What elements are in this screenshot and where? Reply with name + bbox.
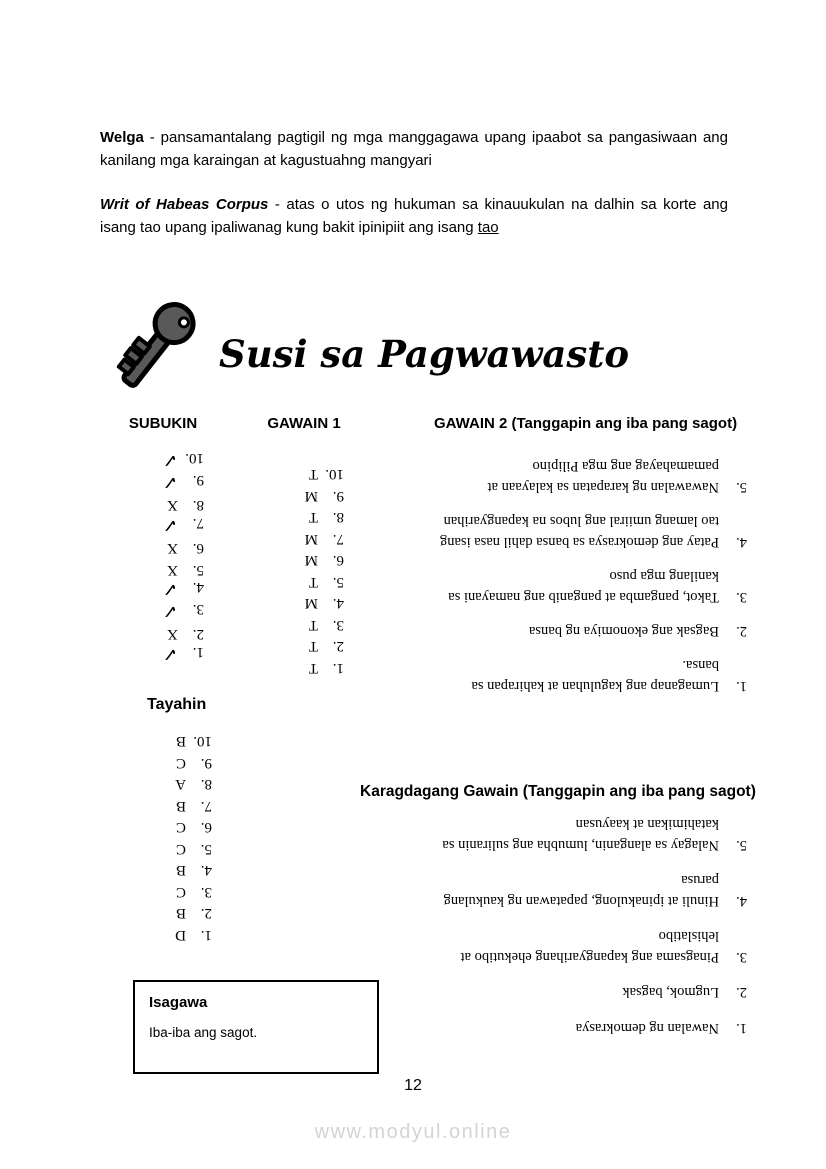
answer-text: Lumaganap ang kaguluhan at kahirapan sa bansa. xyxy=(471,657,719,694)
gawain2-header: GAWAIN 2 (Tanggapin ang iba pang sagot) xyxy=(434,415,738,432)
isagawa-text: Iba-iba ang sagot. xyxy=(149,1025,258,1040)
answer-number: 10. xyxy=(325,466,344,483)
answer-row xyxy=(435,654,747,696)
answer-letter: M xyxy=(304,488,318,504)
answer-row xyxy=(282,590,344,612)
answer-row xyxy=(282,504,344,526)
karagdagang-gawain-header: Karagdagang Gawain (Tanggapin ang iba pang sagot) xyxy=(360,783,756,800)
answer-text: Nawawalan ng karapatan sa kalayaan at pamamahayag ang mga Pilipino xyxy=(487,458,719,495)
answer-text: Lugmok, bagsak xyxy=(622,984,719,1001)
answer-text: Bagsak ang ekonomiya ng bansa xyxy=(528,623,719,639)
answer-row xyxy=(435,926,747,967)
answer-mark: X xyxy=(167,497,178,514)
answer-mark: ✓ xyxy=(162,471,178,493)
answer-letter: C xyxy=(175,755,186,771)
answer-number: 5. xyxy=(736,479,747,495)
answer-row xyxy=(282,655,344,677)
answer-row xyxy=(282,612,344,634)
answer-row xyxy=(122,643,204,665)
answer-row xyxy=(150,728,212,750)
answer-row xyxy=(122,471,204,493)
answer-row xyxy=(122,621,204,643)
answer-mark: ✓ xyxy=(162,600,178,622)
answer-mark: X xyxy=(167,626,178,643)
answer-number: 4. xyxy=(736,893,747,909)
tayahin-header: Tayahin xyxy=(147,696,207,713)
answer-letter: D xyxy=(175,927,186,943)
answer-row xyxy=(282,569,344,591)
page-number: 12 xyxy=(404,1077,422,1094)
answer-row xyxy=(150,900,212,922)
answer-row xyxy=(282,483,344,505)
answer-number: 7. xyxy=(192,515,204,531)
answer-row xyxy=(150,879,212,901)
answer-number: 4. xyxy=(192,579,204,596)
answer-number: 2. xyxy=(200,905,212,922)
subukin-header: SUBUKIN xyxy=(128,415,198,432)
answer-letter: T xyxy=(308,638,318,655)
definition-text: - atas o utos ng hukuman sa kinauukulan na dalhin sa korte ang isang tao upang ipaliwanag kung bakit ipinipiit ang isang xyxy=(100,196,728,236)
answer-row xyxy=(282,526,344,548)
answer-row xyxy=(122,514,204,536)
underlined-word: tao xyxy=(477,219,499,236)
answer-number: 3. xyxy=(736,589,747,605)
answer-letter: M xyxy=(304,531,318,547)
gawain1-answers xyxy=(282,461,344,676)
answer-row xyxy=(150,814,212,836)
answer-number: 6. xyxy=(192,540,204,557)
page-title: Susi sa Pagwawasto xyxy=(219,332,629,376)
answer-number: 1. xyxy=(332,660,344,676)
answer-mark: ✓ xyxy=(162,578,178,601)
answer-text: Nalagay sa alanganin, lumubha ang suliranin sa katahimikan at kaayusan xyxy=(442,816,719,853)
answer-row xyxy=(122,535,204,557)
answer-number: 8. xyxy=(200,776,212,793)
answer-number: 7. xyxy=(332,531,344,547)
isagawa-header: Isagawa xyxy=(149,994,208,1011)
answer-letter: T xyxy=(308,617,318,633)
answer-row xyxy=(435,620,747,641)
answer-number: 3. xyxy=(192,601,204,617)
answer-number: 5. xyxy=(200,841,212,857)
answer-letter: B xyxy=(175,798,186,814)
answer-row xyxy=(282,633,344,655)
answer-row xyxy=(435,814,747,855)
answer-letter: C xyxy=(175,884,186,900)
answer-row xyxy=(122,492,204,514)
answer-row xyxy=(150,793,212,815)
answer-number: 4. xyxy=(332,595,344,612)
answer-letter: T xyxy=(308,509,318,526)
gawain2-answers xyxy=(435,455,747,696)
answer-mark: X xyxy=(167,562,178,578)
answer-text: Patay ang demokrasya sa bansa dahil nasa isang tao lamang umiiral ang lubos na kapangyarihan xyxy=(439,513,719,550)
answer-letter: T xyxy=(308,574,318,590)
answer-number: 10. xyxy=(185,450,204,467)
answer-number: 8. xyxy=(332,509,344,526)
answer-row xyxy=(150,750,212,772)
definition-term: Writ of Habeas Corpus xyxy=(100,196,269,213)
definition-writ-of-habeas-corpus xyxy=(100,193,728,239)
isagawa-box xyxy=(133,980,379,1074)
answer-number: 5. xyxy=(736,837,747,853)
answer-mark: X xyxy=(167,540,178,557)
answer-row xyxy=(150,922,212,944)
answer-number: 3. xyxy=(200,884,212,900)
answer-row xyxy=(282,461,344,483)
answer-letter: T xyxy=(308,466,318,483)
answer-row xyxy=(122,449,204,471)
answer-text: Takot, pangamba at panganib ang namayani sa kanilang mga puso xyxy=(448,568,719,605)
answer-number: 6. xyxy=(332,552,344,569)
answer-number: 2. xyxy=(192,626,204,643)
answer-number: 9. xyxy=(200,755,212,771)
answer-text: Hinuli at ipinakulong, papatawan ng kaukulang parusa xyxy=(443,872,719,909)
gawain1-header: GAWAIN 1 xyxy=(267,415,341,432)
answer-letter: B xyxy=(175,905,186,922)
answer-row xyxy=(122,578,204,600)
answer-row xyxy=(435,510,747,552)
answer-row xyxy=(435,1018,747,1039)
subukin-answers xyxy=(122,449,204,664)
answer-row xyxy=(435,982,747,1003)
answer-row xyxy=(122,600,204,622)
answer-row xyxy=(150,836,212,858)
answer-row xyxy=(150,857,212,879)
answer-letter: M xyxy=(304,552,318,569)
definition-text: - pansamantalang pagtigil ng mga manggagawa upang ipaabot sa pangasiwaan ang kanilang mga karaingan at kagustuahng mangyari xyxy=(100,129,728,169)
answer-number: 1. xyxy=(192,644,204,660)
answer-number: 5. xyxy=(332,574,344,590)
answer-number: 4. xyxy=(200,862,212,879)
answer-number: 2. xyxy=(736,623,747,639)
answer-number: 9. xyxy=(192,472,204,488)
answer-letter: A xyxy=(175,776,186,793)
answer-letter: T xyxy=(308,660,318,676)
answer-text: Pinagsama ang kapangyarihang ehekutibo at lehislatibo xyxy=(460,928,719,965)
definition-term: Welga xyxy=(100,129,144,146)
answer-letter: B xyxy=(175,862,186,879)
answer-row xyxy=(282,547,344,569)
answer-number: 2. xyxy=(332,638,344,655)
watermark: www.modyul.online xyxy=(314,1121,512,1143)
key-icon xyxy=(108,294,202,402)
answer-letter: C xyxy=(175,841,186,857)
answer-number: 1. xyxy=(736,1020,747,1036)
answer-mark: ✓ xyxy=(162,449,178,472)
answer-number: 3. xyxy=(736,949,747,965)
answer-number: 5. xyxy=(192,562,204,578)
answer-row xyxy=(150,771,212,793)
answer-number: 2. xyxy=(736,984,747,1001)
answer-row xyxy=(122,557,204,579)
answer-letter: C xyxy=(175,819,186,836)
answer-number: 1. xyxy=(736,678,747,694)
tayahin-answers xyxy=(150,728,212,943)
answer-number: 4. xyxy=(736,534,747,550)
answer-number: 9. xyxy=(332,488,344,504)
answer-number: 10. xyxy=(193,733,212,750)
answer-text: Nawalan ng demokrasya xyxy=(575,1020,719,1036)
answer-number: 6. xyxy=(200,819,212,836)
definition-welga xyxy=(100,126,728,172)
answer-row xyxy=(435,455,747,497)
answer-row xyxy=(435,565,747,607)
answer-mark: ✓ xyxy=(162,643,178,665)
answer-number: 8. xyxy=(192,497,204,514)
answer-letter: B xyxy=(175,733,186,750)
answer-row xyxy=(435,870,747,911)
answer-number: 3. xyxy=(332,617,344,633)
answer-number: 7. xyxy=(200,798,212,814)
answer-letter: M xyxy=(304,595,318,612)
answer-mark: ✓ xyxy=(162,514,178,536)
karagdagang-gawain-answers xyxy=(435,814,747,1038)
answer-number: 1. xyxy=(200,927,212,943)
